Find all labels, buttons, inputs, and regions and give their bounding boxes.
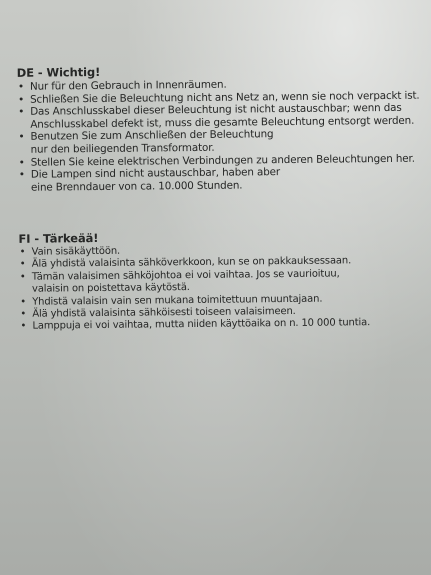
- bullet-icon: •: [18, 105, 25, 119]
- bullet-icon: •: [18, 168, 25, 181]
- list-item-text: Vain sisäkäyttöön.: [31, 245, 121, 258]
- section-fi: [18, 228, 429, 334]
- bullet-icon: •: [20, 308, 27, 320]
- bullet-icon: •: [17, 93, 25, 106]
- section-fi-heading: FI - Tärkeää!: [18, 230, 99, 246]
- list-item-text: Älä yhdistä valaisinta sähköverkkoon, kun se on pakkauksessaan.: [31, 255, 352, 271]
- bullet-icon: •: [19, 259, 26, 271]
- list-item-text: Stellen Sie keine elektrischen Verbindungen zu anderen Beleuchtungen her.: [30, 152, 415, 169]
- bullet-icon: •: [20, 296, 26, 308]
- section-de-heading: DE - Wichtig!: [16, 64, 101, 80]
- list-item-text: Das Anschlusskabel dieser Beleuchtung ist nicht austauschbar; wenn das Anschlusskabel defekt ist, muss die gesamte Beleuchtung entsorgt werden.: [30, 101, 415, 131]
- bullet-icon: •: [19, 246, 26, 258]
- bullet-icon: •: [19, 271, 26, 283]
- section-fi-list: [19, 243, 430, 334]
- list-item-text: Yhdistä valaisin vain sen mukana toimitettuun muuntajaan.: [32, 293, 323, 308]
- list-item-text: Lamppuja ei voi vaihtaa, mutta niiden käyttöaika on n. 10 000 tuntia.: [32, 317, 371, 333]
- section-de-list: [17, 77, 428, 195]
- section-de: [17, 62, 428, 195]
- list-item-text: Schließen Sie die Beleuchtung nicht ans Netz an, wenn sie noch verpackt ist.: [29, 89, 420, 106]
- bullet-icon: •: [20, 321, 27, 333]
- list-item: [18, 165, 428, 194]
- bullet-icon: •: [17, 80, 24, 93]
- list-item-text: Die Lampen sind nicht austauschbar, haben aber eine Brenndauer von ca. 10.000 Stunden.: [30, 166, 281, 194]
- list-item-text: Benutzen Sie zum Anschließen der Beleuchtung nur den beiliegenden Transformator.: [30, 128, 274, 156]
- list-item-text: Tämän valaisimen sähköjohtoa ei voi vaihtaa. Jos se vaurioituu, valaisin on poistettava käytöstä.: [31, 268, 340, 295]
- list-item-text: Älä yhdistä valaisinta sähköisesti toiseen valaisimeen.: [32, 305, 296, 320]
- bullet-icon: •: [18, 131, 25, 144]
- list-item-text: Nur für den Gebrauch in Innenräumen.: [29, 78, 227, 93]
- bullet-icon: •: [18, 156, 25, 169]
